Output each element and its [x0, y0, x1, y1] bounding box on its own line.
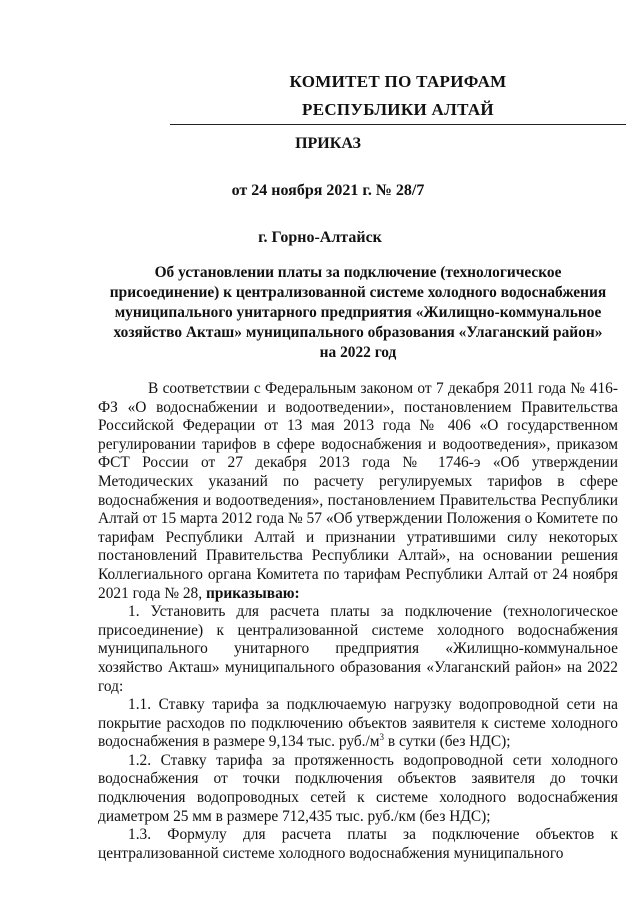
document-type: ПРИКАЗ: [295, 135, 361, 152]
clause-1-3: 1.3. Формулу для расчета платы за подключение объектов к централизованной системе холодного водоснабжения муниципального: [98, 826, 618, 862]
title-line: хозяйство Акташ» муниципального образования «Улаганский район»: [113, 324, 603, 341]
preamble-paragraph: [98, 380, 618, 603]
header-divider: [170, 124, 626, 125]
order-word: приказываю:: [205, 584, 300, 602]
committee-name-line1: КОМИТЕТ ПО ТАРИФАМ: [289, 72, 507, 91]
document-title: [98, 263, 618, 363]
title-line: присоединение) к централизованной системе холодного водоснабжения: [109, 284, 607, 301]
title-line: на 2022 год: [319, 344, 397, 361]
clause-1: 1. Установить для расчета платы за подключение (технологическое присоединение) к централизованной системе холодного водоснабжения муниципального унитарного предприятия «Жилищно-коммунальное хозяйство Акташ» муниципального образования «Улаганский район» на 2022 год:: [98, 603, 618, 695]
document-city: г. Горно-Алтайск: [258, 229, 382, 246]
title-line: Об установлении платы за подключение (технологическое: [154, 264, 562, 281]
title-line: муниципального унитарного предприятия «Жилищно-коммунальное: [114, 304, 602, 321]
clause-1-1-tail: в сутки (без НДС);: [384, 733, 511, 751]
clause-1-1-text: 1.1. Ставку тарифа за подключаемую нагрузку водопроводной сети на покрытие расходов по подключению объектов заявителя к системе холодного водоснабжения в размере 9,134 тыс. руб./м: [98, 696, 618, 751]
cubic-superscript: 3: [379, 732, 385, 743]
committee-name-line2: РЕСПУБЛИКИ АЛТАЙ: [302, 100, 494, 119]
document-body: [98, 380, 618, 863]
preamble-text: В соответствии с Федеральным законом от 7 декабря 2011 года № 416-ФЗ «О водоснабжении и водоотведении», постановлением Правительства Российской Федерации от 13 мая 2013 года № 406 «О государственном регулировании тарифов в сфере водоснабжения и водоотведения», приказом ФСТ России от 27 декабря 2013 года № 1746-э «Об утверждении Методических указаний по расчету регулируемых тарифов в сфере водоснабжения и водоотведения», постановлением Правительства Республики Алтай от 15 марта 2012 года № 57 «Об утверждении Положения о Комитете по тарифам Республики Алтай и признании утратившими силу некоторых постановлений Правительства Республики Алтай», на основании решения Коллегиального органа Комитета по тарифам Республики Алтай от 24 ноября 2021 года № 28,: [98, 380, 618, 602]
clause-1-2: 1.2. Ставку тарифа за протяженность водопроводной сети холодного водоснабжения от точки подключения объектов заявителя до точки подключения водопроводных сетей к системе холодного водоснабжения диаметром 25 мм в размере 712,435 тыс. руб./км (без НДС);: [98, 751, 618, 825]
clause-1-1: [98, 696, 618, 752]
document-date-number: от 24 ноября 2021 г. № 28/7: [231, 182, 425, 199]
